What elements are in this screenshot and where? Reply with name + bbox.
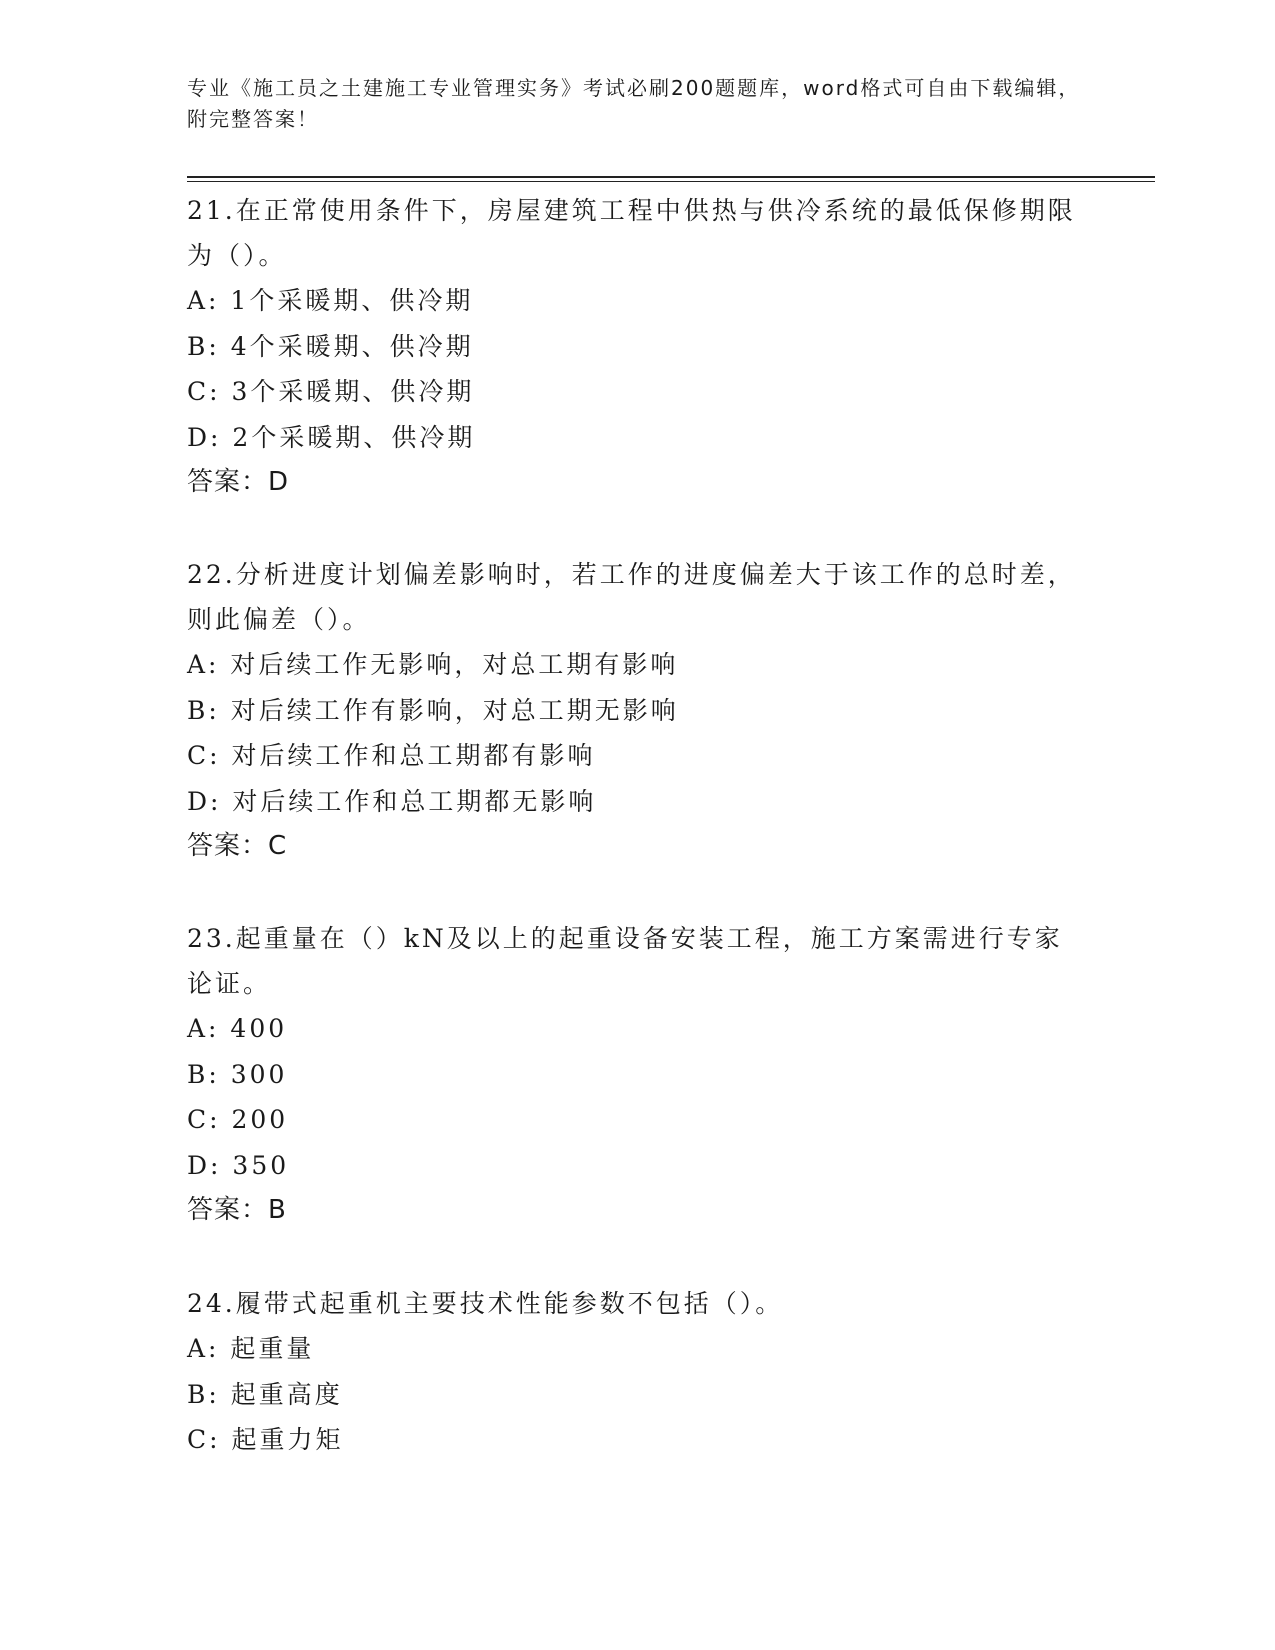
option-d: D: 350 — [187, 1150, 290, 1180]
answer-line: 答案：D — [187, 467, 290, 497]
option-list — [187, 278, 1087, 460]
question-22 — [187, 552, 1087, 869]
question-21 — [187, 188, 1087, 505]
option-c: C: 3个采暖期、供冷期 — [187, 377, 475, 406]
option-d: D: 2个采暖期、供冷期 — [187, 422, 476, 452]
option-b: B: 300 — [187, 1059, 288, 1089]
document-header — [187, 73, 1087, 135]
header-divider-thin — [187, 181, 1155, 182]
option-list — [187, 1006, 1087, 1188]
option-a: A: 起重量 — [187, 1334, 315, 1363]
document-title: 专业《施工员之土建施工专业管理实务》考试必刷200题题库，word格式可自由下载编辑，附完整答案！ — [187, 76, 1081, 131]
answer-line: 答案：C — [187, 831, 288, 861]
option-a: A: 400 — [187, 1014, 288, 1043]
option-list — [187, 1326, 1087, 1463]
answer-line: 答案：B — [187, 1195, 287, 1225]
option-b: B: 对后续工作有影响，对总工期无影响 — [187, 695, 679, 725]
question-stem: 21.在正常使用条件下，房屋建筑工程中供热与供冷系统的最低保修期限为（）。 — [187, 196, 1076, 270]
option-d: D: 对后续工作和总工期都无影响 — [187, 786, 597, 816]
option-c: C: 起重力矩 — [187, 1425, 344, 1454]
option-list — [187, 642, 1087, 824]
question-stem: 23.起重量在（）kN及以上的起重设备安装工程，施工方案需进行专家论证。 — [187, 924, 1063, 998]
option-c: C: 200 — [187, 1105, 289, 1134]
header-divider — [187, 176, 1155, 178]
question-stem: 24.履带式起重机主要技术性能参数不包括（）。 — [187, 1289, 784, 1318]
option-a: A: 1个采暖期、供冷期 — [187, 286, 474, 315]
option-c: C: 对后续工作和总工期都有影响 — [187, 741, 596, 770]
option-a: A: 对后续工作无影响，对总工期有影响 — [187, 650, 679, 679]
question-stem: 22.分析进度计划偏差影响时，若工作的进度偏差大于该工作的总时差，则此偏差（）。 — [187, 560, 1076, 634]
question-23 — [187, 916, 1087, 1233]
option-b: B: 起重高度 — [187, 1379, 343, 1409]
question-24 — [187, 1281, 1087, 1463]
option-b: B: 4个采暖期、供冷期 — [187, 331, 474, 361]
